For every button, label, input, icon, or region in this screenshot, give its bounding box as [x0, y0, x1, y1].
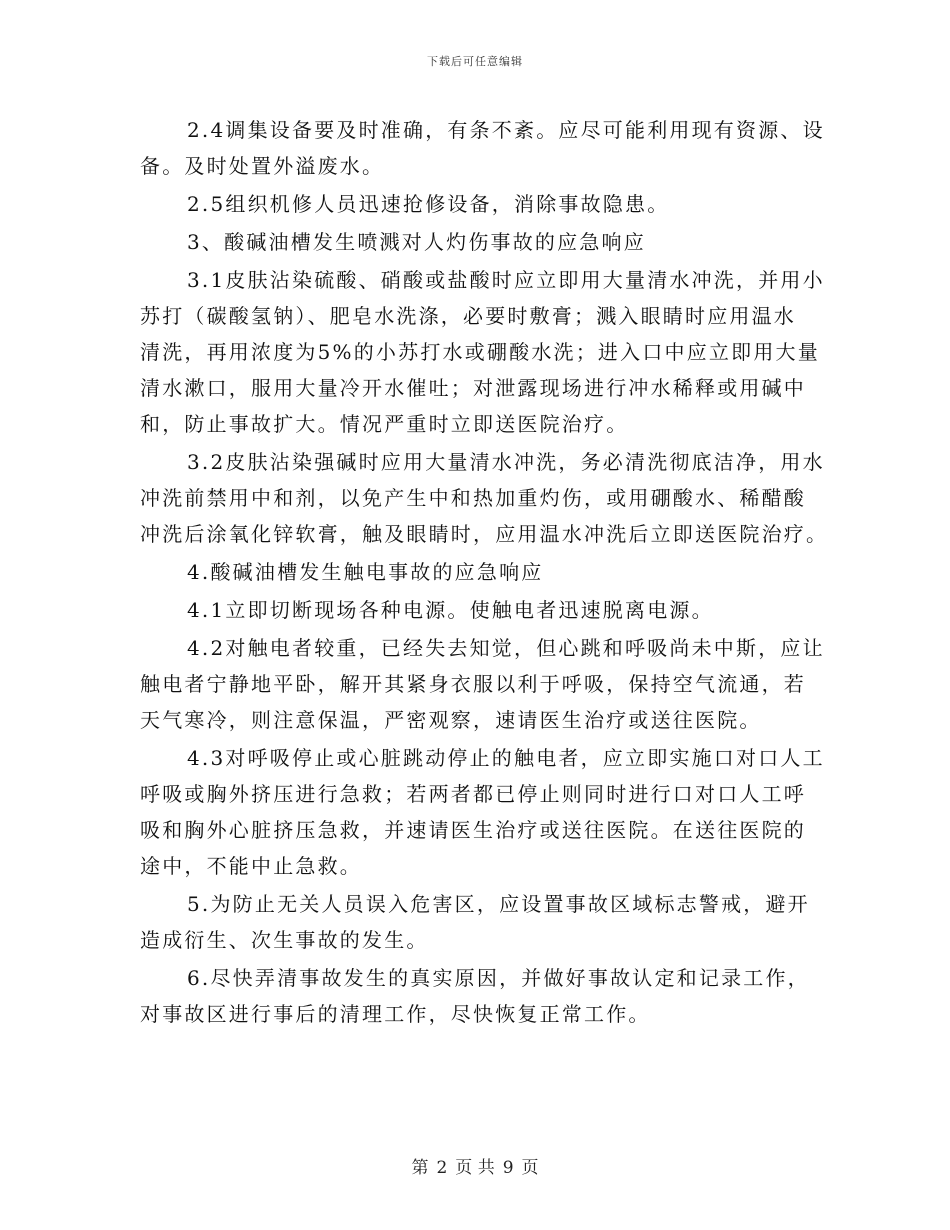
paragraph-4-1: [140, 592, 812, 628]
paragraph-line: 触电者宁静地平卧，解开其紧身衣服以利于呼吸，保持空气流通，若: [140, 672, 806, 696]
paragraph-3-1: [140, 262, 825, 442]
paragraph-line: 和，防止事故扩大。情况严重时立即送医院治疗。: [140, 412, 629, 436]
paragraph-4-3: [140, 740, 825, 884]
paragraph-5: [140, 886, 812, 958]
paragraph-line: 备。及时处置外溢废水。: [140, 154, 385, 178]
paragraph-line: 对事故区进行事后的清理工作，尽快恢复正常工作。: [140, 1002, 651, 1026]
paragraph-line: 4.酸碱油槽发生触电事故的应急响应: [187, 560, 544, 584]
paragraph-line: 冲洗后涂氧化锌软膏，触及眼睛时，应用温水冲洗后立即送医院治疗。: [140, 522, 829, 546]
paragraph-line: 3、酸碱油槽发生喷溅对人灼伤事故的应急响应: [187, 230, 646, 254]
paragraph-line: 冲洗前禁用中和剂，以免产生中和热加重灼伤，或用硼酸水、稀醋酸: [140, 486, 806, 510]
paragraph-line: 6.尽快弄清事故发生的真实原因，并做好事故认定和记录工作，: [187, 966, 810, 990]
page-number-footer: [0, 1153, 950, 1178]
paragraph-line: 2.4调集设备要及时准确，有条不紊。应尽可能利用现有资源、设: [187, 118, 825, 142]
paragraph-2-5: [140, 186, 812, 222]
paragraph-line: 清洗，再用浓度为5%的小苏打水或硼酸水洗；进入口中应立即用大量: [140, 340, 820, 364]
paragraph-line: 3.2皮肤沾染强碱时应用大量清水冲洗，务必清洗彻底洁净，用水: [187, 450, 825, 474]
paragraph-line: 4.1立即切断现场各种电源。使触电者迅速脱离电源。: [187, 598, 714, 622]
paragraph-line: 天气寒冷，则注意保温，严密观察，速请医生治疗或送往医院。: [140, 708, 762, 732]
section-heading-4: [140, 554, 812, 590]
paragraph-line: 4.2对触电者较重，已经失去知觉，但心跳和呼吸尚未中斯，应让: [187, 636, 825, 660]
paragraph-6: [140, 960, 812, 1032]
page-header-note: 下载后可任意编辑: [427, 55, 523, 68]
paragraph-3-2: [140, 444, 829, 552]
paragraph-line: 3.1皮肤沾染硫酸、硝酸或盐酸时应立即用大量清水冲洗，并用小: [187, 268, 825, 292]
page-label-prefix: 第: [411, 1158, 429, 1178]
page-total: 9: [502, 1158, 514, 1178]
paragraph-line: 吸和胸外心脏挤压急救，并速请医生治疗或送往医院。在送往医院的: [140, 818, 806, 842]
document-body: [140, 112, 829, 1034]
paragraph-line: 呼吸或胸外挤压进行急救；若两者都已停止则同时进行口对口人工呼: [140, 782, 806, 806]
paragraph-line: 2.5组织机修人员迅速抢修设备，消除事故隐患。: [187, 192, 670, 216]
paragraph-line: 5.为防止无关人员误入危害区，应设置事故区域标志警戒，避开: [187, 892, 810, 916]
paragraph-line: 4.3对呼吸停止或心脏跳动停止的触电者，应立即实施口对口人工: [187, 746, 825, 770]
paragraph-2-4: [140, 112, 825, 184]
paragraph-line: 造成衍生、次生事故的发生。: [140, 928, 429, 952]
paragraph-line: 清水漱口，服用大量冷开水催吐；对泄露现场进行冲水稀释或用碱中: [140, 376, 806, 400]
page-current: 2: [436, 1158, 448, 1178]
page-label-mid: 页 共: [455, 1158, 495, 1178]
paragraph-line: 苏打（碳酸氢钠）、肥皂水洗涤，必要时敷膏；溅入眼睛时应用温水: [140, 304, 796, 328]
paragraph-4-2: [140, 630, 825, 738]
paragraph-line: 途中，不能中止急救。: [140, 854, 362, 878]
page-label-suffix: 页: [521, 1158, 539, 1178]
section-heading-3: [140, 224, 812, 260]
